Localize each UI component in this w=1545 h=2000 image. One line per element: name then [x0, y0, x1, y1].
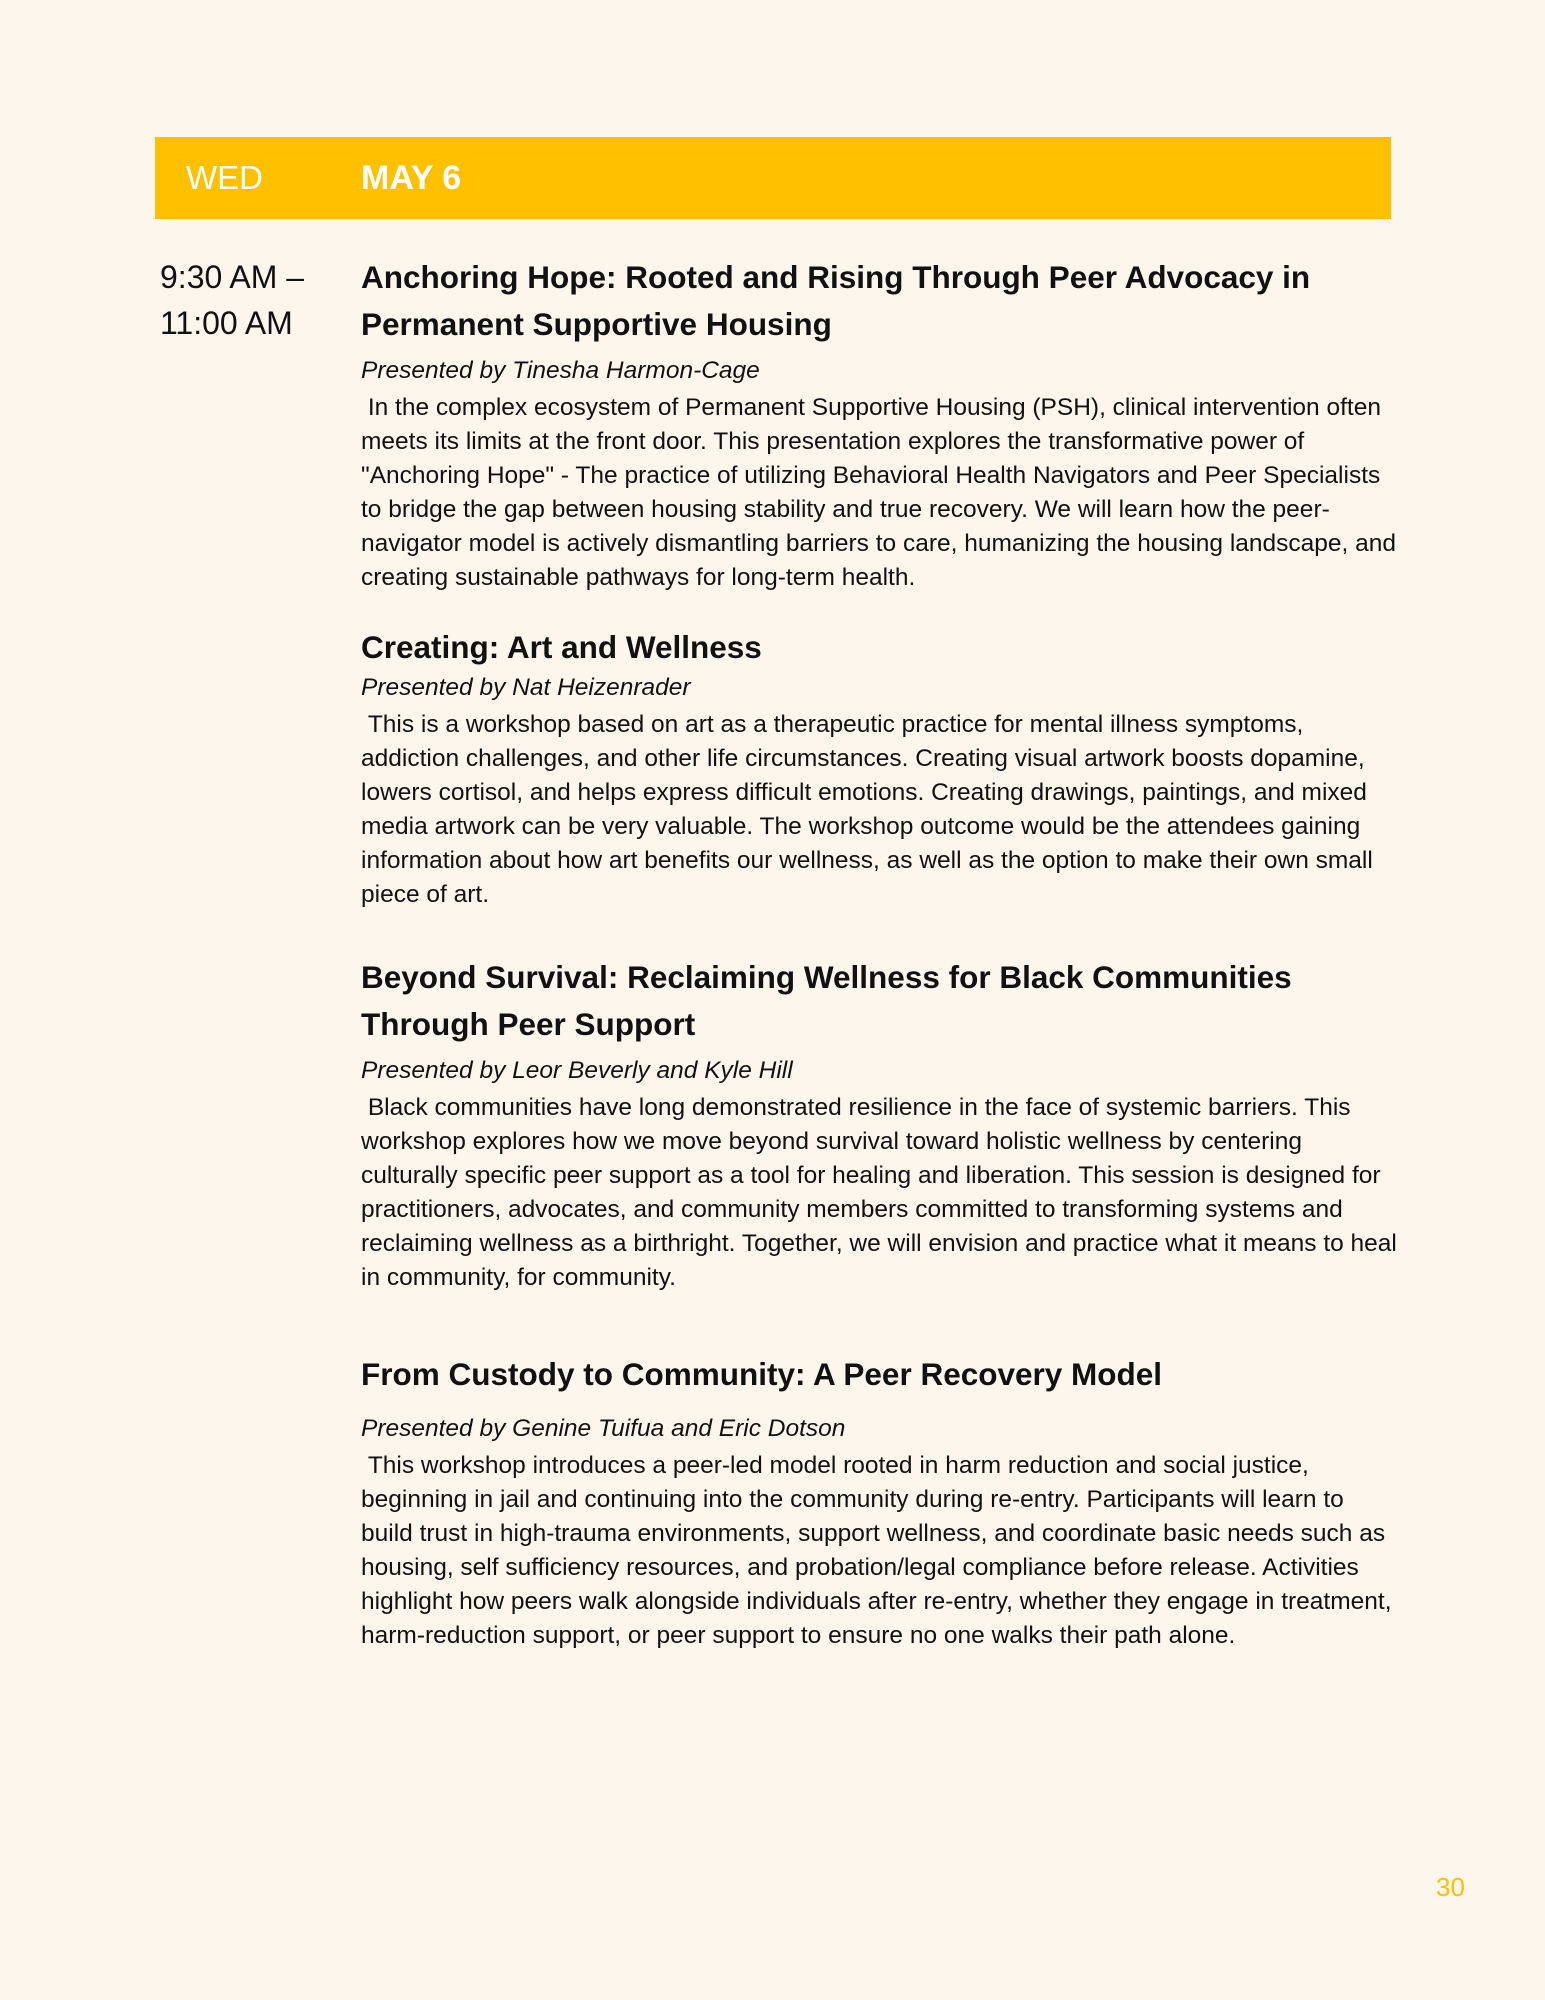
- session-presenter: Presented by Leor Beverly and Kyle Hill: [361, 1057, 793, 1084]
- session-title: From Custody to Community: A Peer Recovery Model: [361, 1356, 1163, 1392]
- time-slot: [160, 254, 340, 346]
- session-item: [361, 1351, 1401, 1653]
- session-description: This workshop introduces a peer-led model rooted in harm reduction and social justice, beginning in jail and continuing into the community during re-entry. Participants will learn to build trust in high-trauma environments, support wellness, and coordinate basic needs such as housing, self sufficiency resources, and probation/legal compliance before release. Activities highlight how peers walk alongside individuals after re-entry, whether they engage in treatment, harm-reduction support, or peer support to ensure no one walks their path alone.: [361, 1452, 1399, 1649]
- session-description: Black communities have long demonstrated resilience in the face of systemic barriers. This workshop explores how we move beyond survival toward holistic wellness by centering culturally specific peer support as a tool for healing and liberation. This session is designed for practitioners, advocates, and community members committed to transforming systems and reclaiming wellness as a birthright. Together, we will envision and practice what it means to heal in community, for community.: [361, 1094, 1404, 1291]
- session-description: In the complex ecosystem of Permanent Supportive Housing (PSH), clinical intervention often meets its limits at the front door. This presentation explores the transformative power of "Anchoring Hope" - The practice of utilizing Behavioral Health Navigators and Peer Specialists to bridge the gap between housing stability and true recovery. We will learn how the peer-navigator model is actively dismantling barriers to care, humanizing the housing landscape, and creating sustainable pathways for long-term health.: [361, 394, 1403, 591]
- session-item: [361, 624, 1401, 912]
- time-slot-end: 11:00 AM: [160, 305, 293, 341]
- session-description: This is a workshop based on art as a therapeutic practice for mental illness symptoms, addiction challenges, and other life circumstances. Creating visual artwork boosts dopamine, lowers cortisol, and helps express difficult emotions. Creating drawings, paintings, and mixed media artwork can be very valuable. The workshop outcome would be the attendees gaining information about how art benefits our wellness, as well as the option to make their own small piece of art.: [361, 711, 1380, 908]
- session-presenter: Presented by Genine Tuifua and Eric Dotson: [361, 1415, 846, 1442]
- time-slot-start: 9:30 AM –: [160, 259, 305, 295]
- session-item: [361, 954, 1404, 1295]
- day-date: MAY 6: [361, 159, 462, 197]
- session-title: Beyond Survival: Reclaiming Wellness for Black Communities Through Peer Support: [361, 959, 1292, 1042]
- day-name: WED: [186, 159, 263, 196]
- page-number: 30: [1436, 1872, 1465, 1902]
- session-title: Anchoring Hope: Rooted and Rising Through Peer Advocacy in Permanent Supportive Housing: [361, 259, 1311, 342]
- session-title: Creating: Art and Wellness: [361, 629, 762, 665]
- session-item: [361, 254, 1401, 595]
- session-presenter: Presented by Nat Heizenrader: [361, 674, 691, 701]
- session-list: [361, 254, 1404, 1653]
- day-header: [155, 137, 1391, 219]
- session-presenter: Presented by Tinesha Harmon-Cage: [361, 357, 760, 384]
